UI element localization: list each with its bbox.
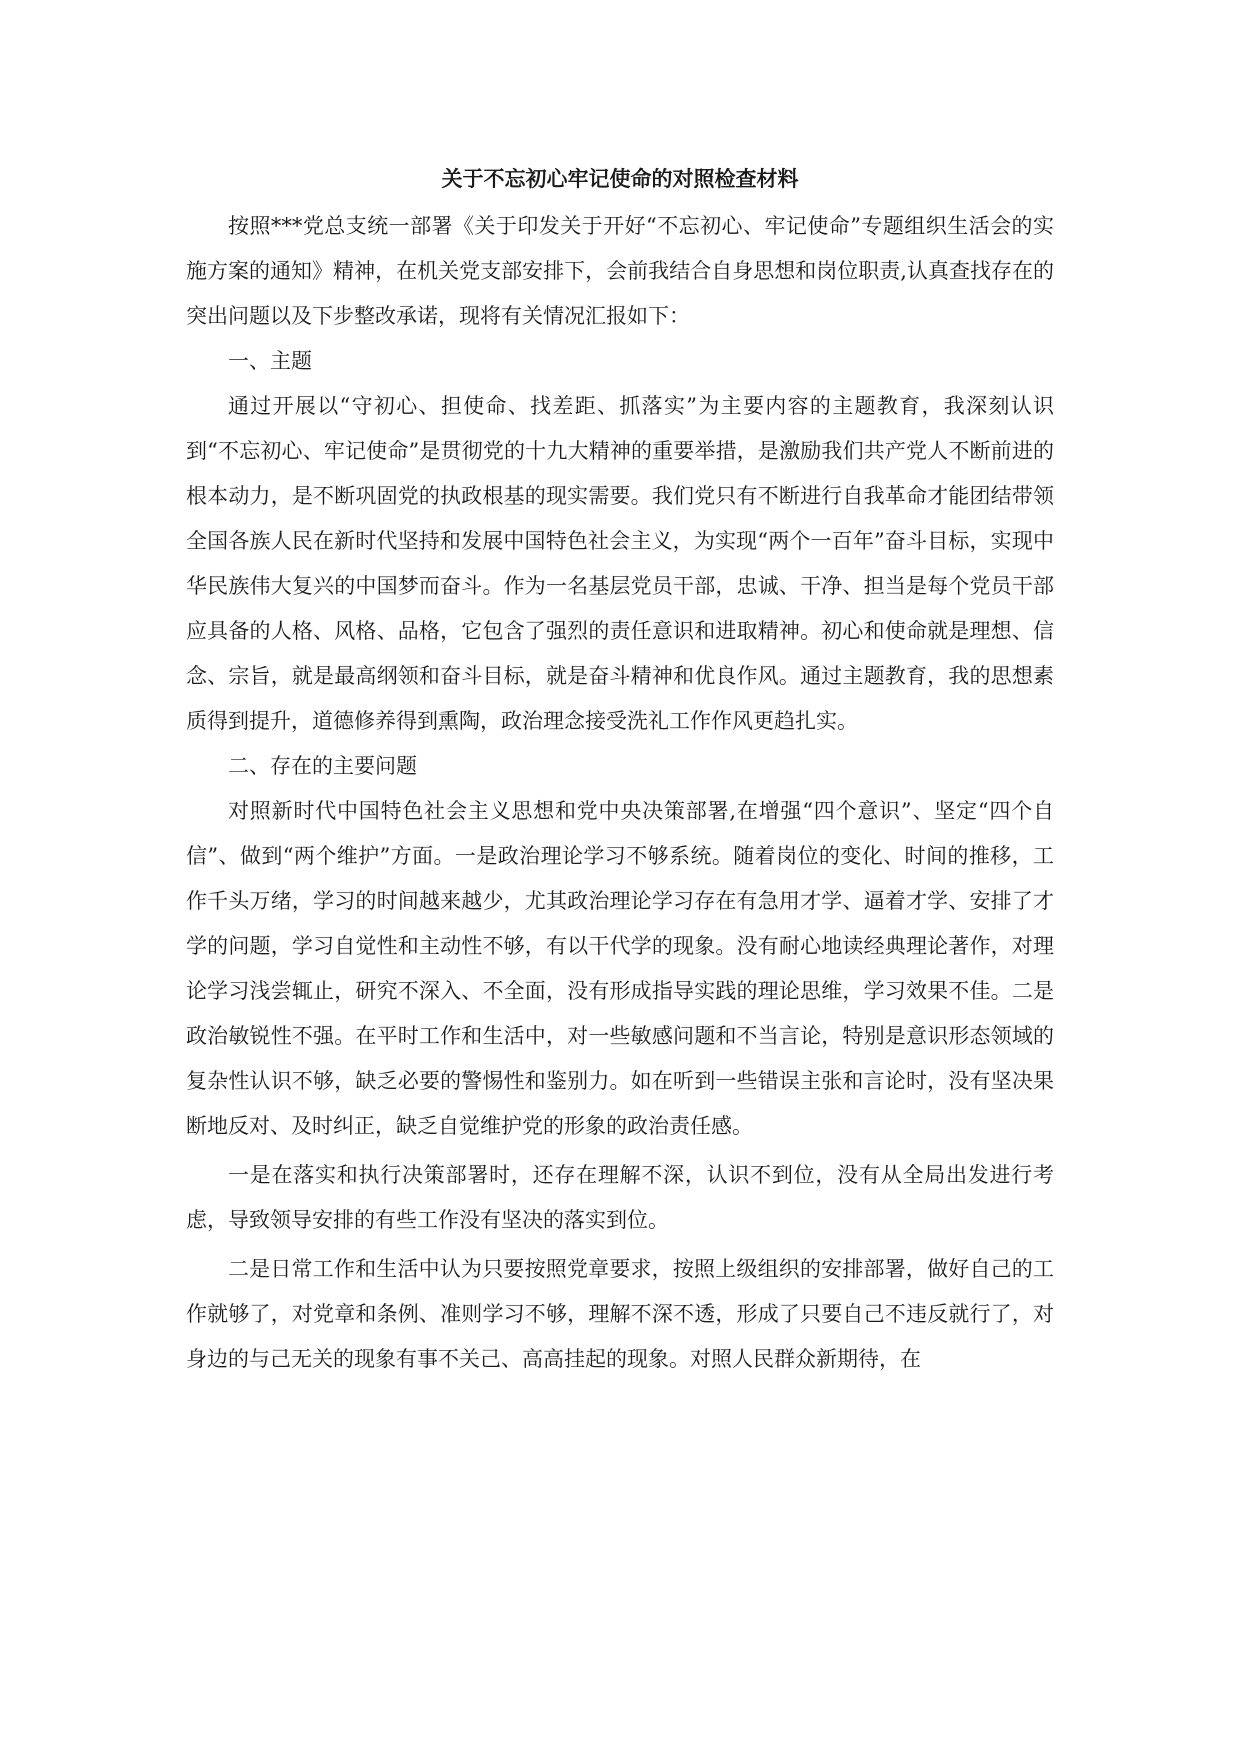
document-title: 关于不忘初心牢记使命的对照检查材料 [441, 166, 799, 191]
section-heading-problems: 二、存在的主要问题 [228, 754, 417, 778]
problems-paragraph: 对照新时代中国特色社会主义思想和党中央决策部署,在增强“四个意识”、坚定“四个自信”、做到“两个维护”方面。一是政治理论学习不够系统。随着岗位的变化、时间的推移，工作千头万绪，学习的时间越来越少，尤其政治理论学习存在有急用才学、逼着才学、安排了才学的问题，学习自觉性和主动性不够，有以干代学的现象。没有耐心地读经典理论著作，对理论学习浅尝辄止，研究不深入、不全面，没有形成指导实践的理论思维，学习效果不佳。二是政治敏锐性不强。在平时工作和生活中，对一些敏感问题和不当言论，特别是意识形态领域的复杂性认识不够，缺乏必要的警惕性和鉴别力。如在听到一些错误主张和言论时，没有坚决果断地反对、及时纠正，缺乏自觉维护党的形象的政治责任感。 [186, 799, 1054, 1138]
problem-item-one-paragraph: 一是在落实和执行决策部署时，还存在理解不深，认识不到位，没有从全局出发进行考虑，导致领导安排的有些工作没有坚决的落实到位。 [186, 1163, 1054, 1232]
theme-paragraph: 通过开展以“守初心、担使命、找差距、抓落实”为主要内容的主题教育，我深刻认识到“不忘初心、牢记使命”是贯彻党的十九大精神的重要举措，是激励我们共产党人不断前进的根本动力，是不断巩固党的执政根基的现实需要。我们党只有不断进行自我革命才能团结带领全国各族人民在新时代坚持和发展中国特色社会主义，为实现“两个一百年”奋斗目标，实现中华民族伟大复兴的中国梦而奋斗。作为一名基层党员干部，忠诚、干净、担当是每个党员干部应具备的人格、风格、品格，它包含了强烈的责任意识和进取精神。初心和使命就是理想、信念、宗旨，就是最高纲领和奋斗目标，就是奋斗精神和优良作风。通过主题教育，我的思想素质得到提升，道德修养得到熏陶，政治理念接受洗礼工作作风更趋扎实。 [186, 394, 1054, 733]
intro-paragraph: 按照***党总支统一部署《关于印发关于开好“不忘初心、牢记使命”专题组织生活会的实施方案的通知》精神，在机关党支部安排下，会前我结合自身思想和岗位职责,认真查找存在的突出问题以及下步整改承诺，现将有关情况汇报如下： [186, 214, 1054, 328]
document-body [186, 204, 1054, 1382]
section-heading-theme: 一、主题 [228, 349, 312, 373]
problem-item-two-paragraph: 二是日常工作和生活中认为只要按照党章要求，按照上级组织的安排部署，做好自己的工作就够了，对党章和条例、准则学习不够，理解不深不透，形成了只要自己不违反就行了，对身边的与己无关的现象有事不关己、高高挂起的现象。对照人民群众新期待，在 [186, 1257, 1054, 1371]
